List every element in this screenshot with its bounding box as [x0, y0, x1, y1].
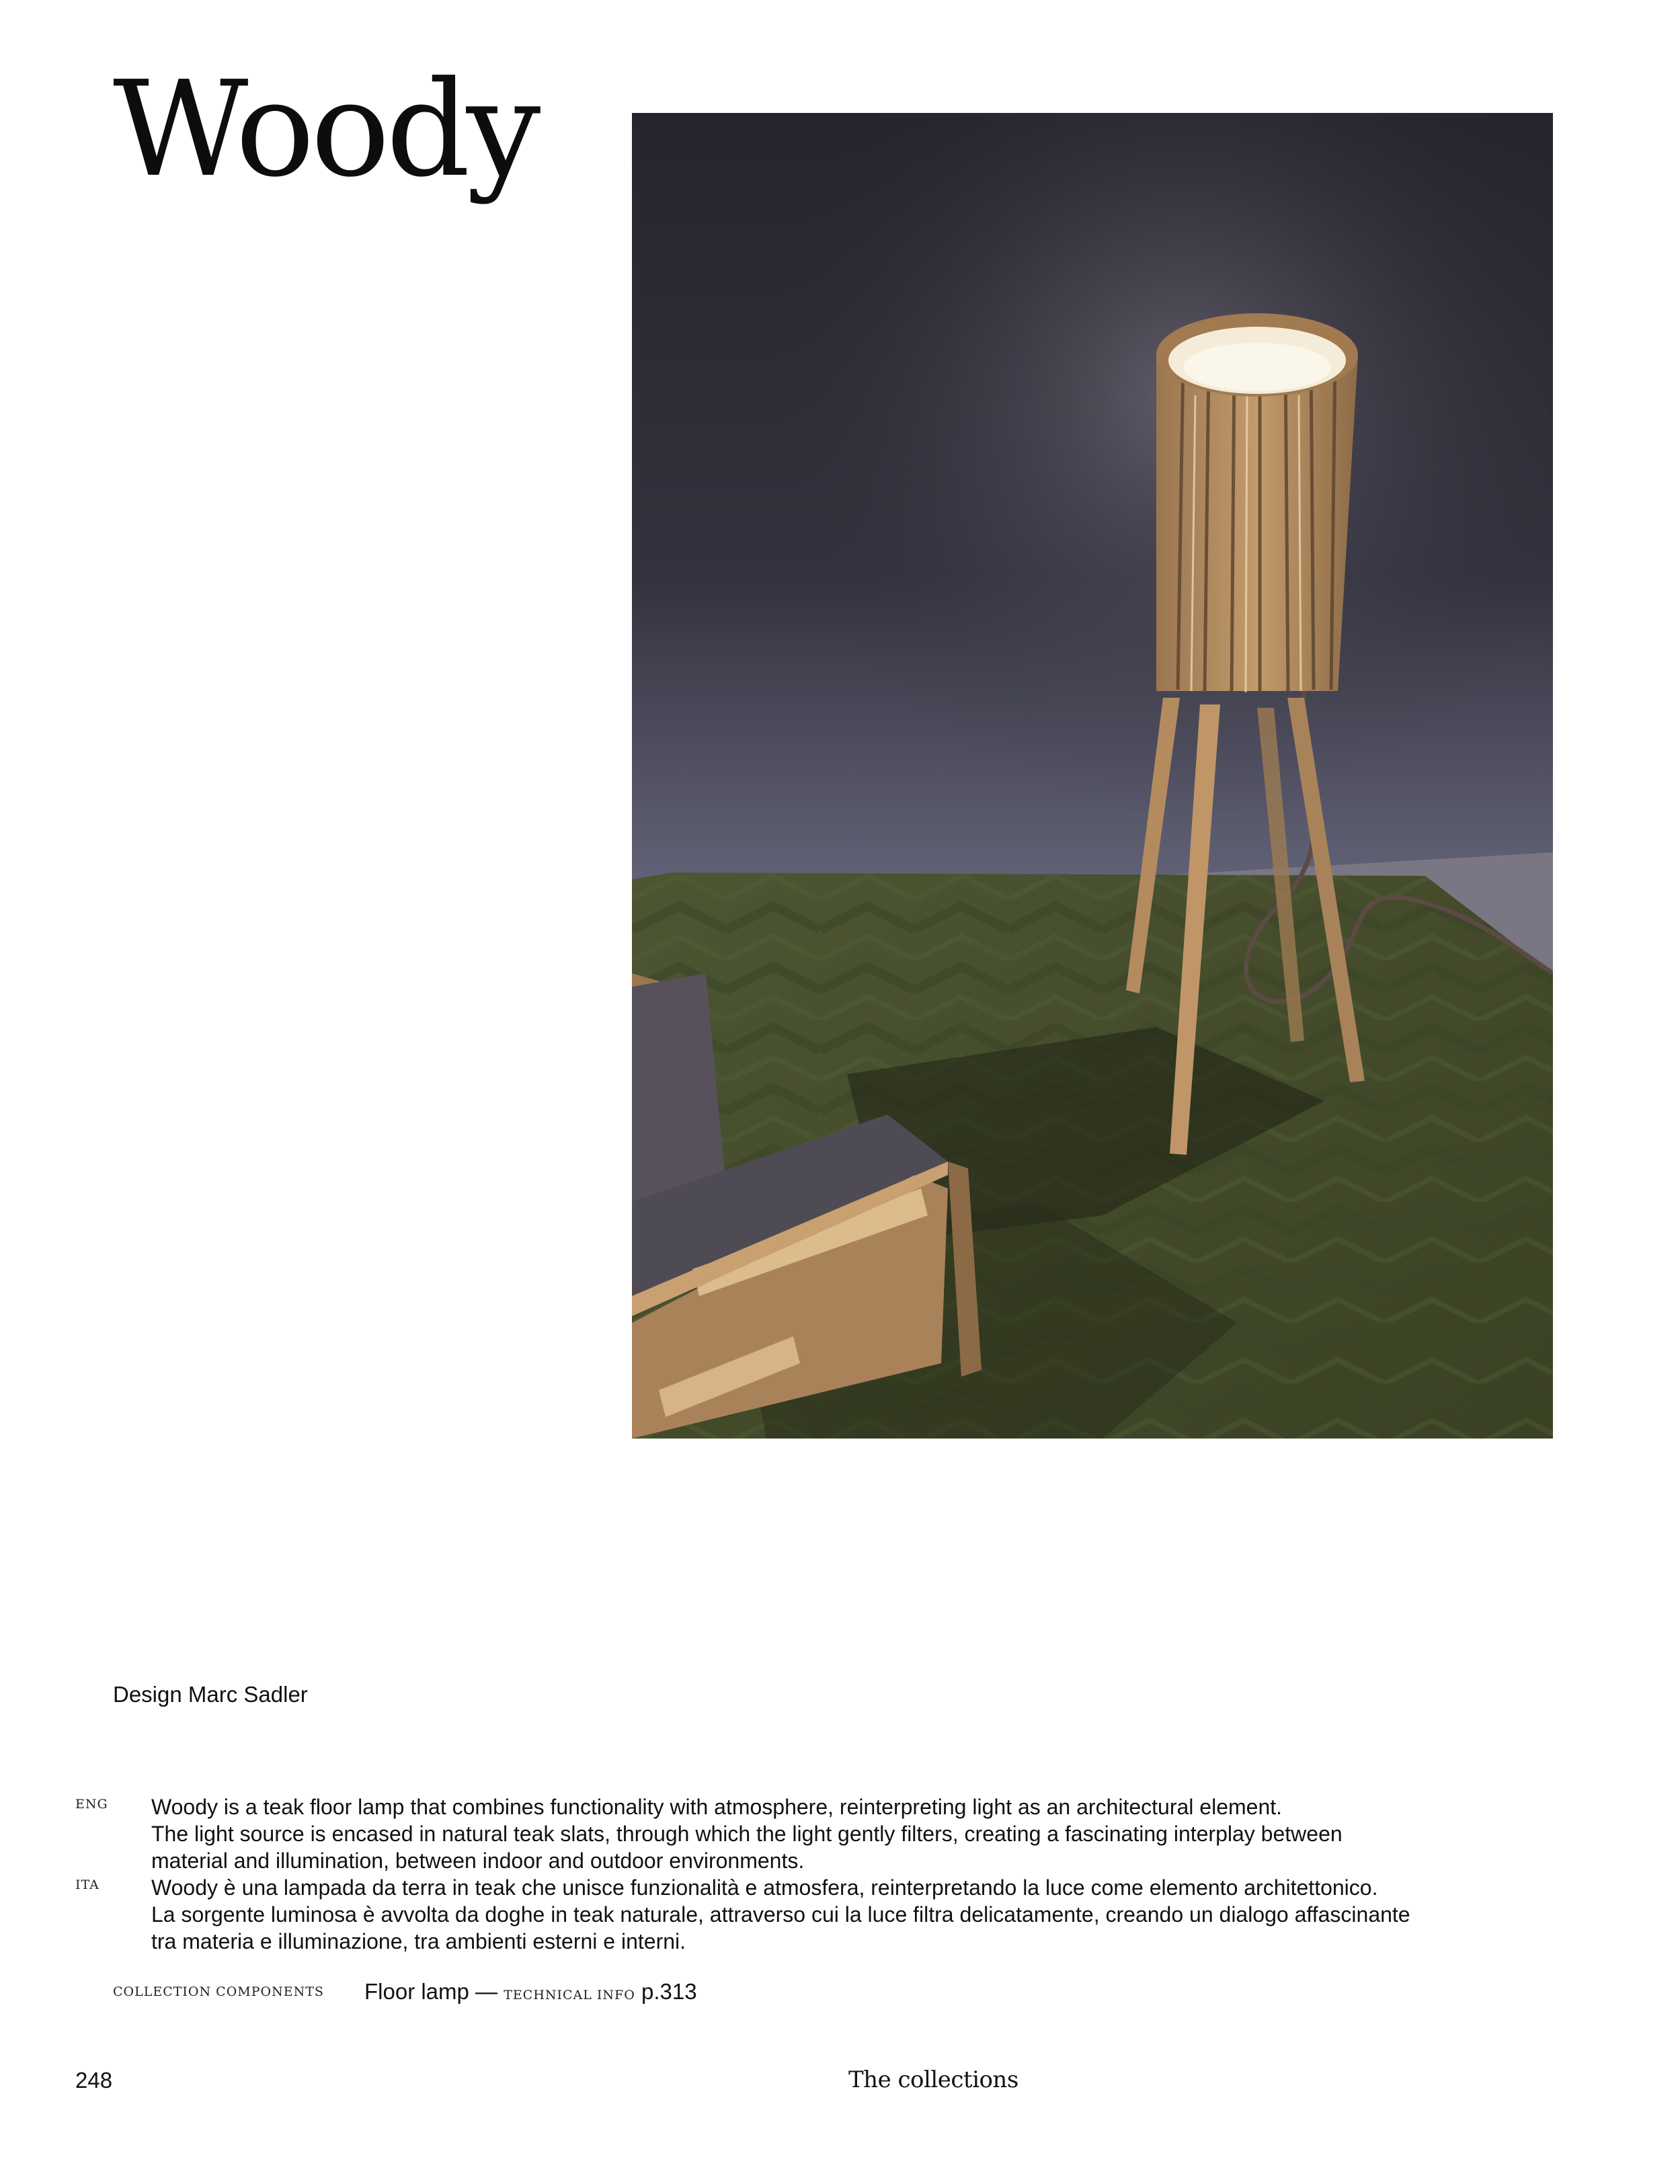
page-number: 248 [75, 2068, 113, 2093]
description-line: Woody è una lampada da terra in teak che unisce funzionalità e atmosfera, reinterpretando la luce come elemento architettonico. [151, 1875, 1378, 1900]
description-eng [151, 1793, 1570, 1874]
lang-tag-ita: ITA [75, 1877, 99, 1892]
description-ita [151, 1874, 1570, 1955]
section-title: The collections [848, 2066, 1018, 2093]
description-line: tra materia e illuminazione, tra ambienti esterni e interni. [151, 1929, 686, 1953]
collection-components [364, 1979, 697, 2005]
description-line: La sorgente luminosa è avvolta da doghe in teak naturale, attraverso cui la luce filtra delicatamente, creando un dialogo affascinante [151, 1902, 1410, 1927]
component-item: Floor lamp — [364, 1979, 498, 2004]
technical-info-page-link[interactable]: p.313 [641, 1979, 697, 2004]
technical-info-label: TECHNICAL INFO [504, 1988, 635, 2003]
page-title: Woody [113, 53, 537, 206]
product-photo [632, 113, 1553, 1439]
lang-tag-eng: ENG [75, 1797, 108, 1812]
description-line: Woody is a teak floor lamp that combines functionality with atmosphere, reinterpreting light as an architectural element. [151, 1795, 1283, 1819]
description-line: The light source is encased in natural teak slats, through which the light gently filters, creating a fascinating interplay between [151, 1822, 1343, 1846]
designer-credit: Design Marc Sadler [113, 1682, 308, 1707]
collection-components-label: COLLECTION COMPONENTS [113, 1984, 324, 1999]
description-line: material and illumination, between indoor and outdoor environments. [151, 1849, 805, 1873]
